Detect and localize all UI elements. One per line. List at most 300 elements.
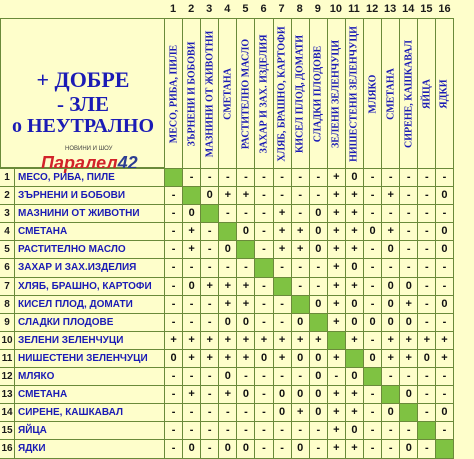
compatibility-cell: - (273, 259, 291, 276)
row-label: НИШЕСТЕНИ ЗЕЛЕНЧУЦИ (14, 350, 164, 367)
column-number: 10 (329, 3, 343, 15)
compatibility-cell: 0 (399, 278, 417, 295)
compatibility-cell: - (200, 223, 218, 240)
compatibility-cell: 0 (345, 259, 363, 276)
column-number: 9 (314, 3, 321, 15)
compatibility-cell: + (327, 440, 345, 457)
row-number: 3 (4, 208, 10, 220)
row-number: 11 (1, 352, 13, 364)
compatibility-cell: - (218, 404, 236, 421)
compatibility-cell: - (417, 259, 435, 276)
compatibility-cell: - (273, 368, 291, 385)
compatibility-cell: 0 (435, 223, 453, 240)
compatibility-cell: 0 (309, 350, 327, 367)
compatibility-cell: - (417, 205, 435, 222)
compatibility-cell: 0 (291, 314, 309, 331)
compatibility-cell: - (218, 205, 236, 222)
compatibility-cell: - (254, 386, 272, 403)
logo-number: 42 (117, 153, 138, 173)
compatibility-cell: 0 (417, 350, 435, 367)
compatibility-cell: + (164, 332, 182, 349)
logo-tagline: НОВИНИ И ШОУ (65, 146, 113, 152)
table-row (0, 404, 454, 422)
column-number: 12 (365, 3, 379, 15)
compatibility-cell: + (435, 332, 453, 349)
compatibility-cell: - (291, 169, 309, 186)
column-header-label: ЯЙЦА (421, 79, 433, 109)
compatibility-cell: - (182, 259, 200, 276)
compatibility-cell: - (291, 205, 309, 222)
compatibility-cell: 0 (363, 223, 381, 240)
compatibility-cell: - (164, 404, 182, 421)
row-number: 4 (4, 226, 10, 238)
table-row (0, 278, 454, 296)
compatibility-cell: + (345, 187, 363, 204)
compatibility-cell: + (345, 205, 363, 222)
column-header-label: СИРЕНЕ, КАШКАВАЛ (403, 40, 415, 148)
compatibility-cell: - (417, 386, 435, 403)
compatibility-cell: + (236, 332, 254, 349)
compatibility-cell: 0 (309, 296, 327, 313)
compatibility-cell: + (200, 350, 218, 367)
compatibility-cell: 0 (236, 386, 254, 403)
compatibility-cell: - (254, 187, 272, 204)
row-label: РАСТИТЕЛНО МАСЛО (14, 241, 164, 258)
row-label: ЗАХАР И ЗАХ.ИЗДЕЛИЯ (14, 259, 164, 276)
compatibility-cell: - (200, 422, 218, 439)
compatibility-cell: - (236, 169, 254, 186)
compatibility-cell: - (291, 259, 309, 276)
compatibility-cell: - (182, 404, 200, 421)
compatibility-cell: - (417, 440, 435, 457)
compatibility-cell: - (254, 205, 272, 222)
diagonal-cell (200, 205, 218, 222)
compatibility-cell: - (363, 404, 381, 421)
compatibility-cell: - (200, 169, 218, 186)
compatibility-cell: - (381, 440, 399, 457)
row-label: МАЗНИНИ ОТ ЖИВОТНИ (14, 205, 164, 222)
column-number: 5 (242, 3, 249, 15)
row-label: ЗЕЛЕНИ ЗЕЛЕНЧУЦИ (14, 332, 164, 349)
column-header-label: МАЗНИНИ ОТ ЖИВОТНИ (204, 30, 216, 158)
compatibility-cell: + (218, 332, 236, 349)
compatibility-cell: - (182, 169, 200, 186)
compatibility-cell: 0 (345, 169, 363, 186)
table-row (0, 386, 454, 404)
compatibility-cell: + (273, 332, 291, 349)
row-number: 1 (4, 172, 10, 183)
compatibility-cell: 0 (236, 314, 254, 331)
compatibility-cell: - (399, 259, 417, 276)
compatibility-cell: + (327, 223, 345, 240)
compatibility-cell: - (327, 368, 345, 385)
compatibility-cell: - (254, 169, 272, 186)
compatibility-cell: - (236, 205, 254, 222)
compatibility-cell: - (363, 259, 381, 276)
compatibility-cell: + (345, 440, 363, 457)
column-header (417, 19, 435, 169)
column-header (399, 19, 417, 169)
compatibility-cell: - (399, 241, 417, 258)
column-header (200, 19, 218, 169)
compatibility-cell: - (182, 368, 200, 385)
diagonal-cell (327, 332, 345, 349)
row-number: 15 (1, 425, 13, 437)
compatibility-cell: - (182, 296, 200, 313)
compatibility-cell: 0 (435, 404, 453, 421)
compatibility-cell: - (200, 314, 218, 331)
column-number: 13 (384, 3, 397, 15)
compatibility-cell: 0 (399, 386, 417, 403)
compatibility-cell: - (363, 440, 381, 457)
compatibility-cell: - (417, 296, 435, 313)
column-header-label: СЛАДКИ ПЛОДОВЕ (312, 45, 324, 143)
compatibility-cell: + (273, 241, 291, 258)
compatibility-cell: 0 (435, 241, 453, 258)
compatibility-cell: - (363, 332, 381, 349)
compatibility-cell: - (309, 278, 327, 295)
compatibility-cell: - (254, 422, 272, 439)
compatibility-cell: + (182, 241, 200, 258)
compatibility-cell: 0 (381, 241, 399, 258)
compatibility-cell: - (399, 187, 417, 204)
compatibility-cell: + (182, 350, 200, 367)
compatibility-cell: + (182, 223, 200, 240)
compatibility-cell: - (254, 440, 272, 457)
diagonal-cell (309, 314, 327, 331)
compatibility-cell: + (327, 241, 345, 258)
compatibility-cell: + (218, 386, 236, 403)
row-label: ХЛЯБ, БРАШНО, КАРТОФИ (14, 278, 164, 295)
table-row (0, 314, 454, 332)
compatibility-cell: + (381, 223, 399, 240)
compatibility-cell: + (417, 332, 435, 349)
column-header (381, 19, 399, 169)
compatibility-cell: + (327, 422, 345, 439)
compatibility-cell: - (417, 278, 435, 295)
compatibility-cell: 0 (363, 314, 381, 331)
compatibility-cell: + (236, 296, 254, 313)
compatibility-cell: + (182, 386, 200, 403)
column-header (345, 19, 363, 169)
compatibility-cell: + (399, 296, 417, 313)
column-header (236, 19, 254, 169)
row-label: СЛАДКИ ПЛОДОВЕ (14, 314, 164, 331)
compatibility-cell: 0 (309, 404, 327, 421)
compatibility-cell: 0 (381, 296, 399, 313)
column-number: 2 (188, 3, 195, 15)
compatibility-cell: 0 (273, 404, 291, 421)
compatibility-cell: - (363, 386, 381, 403)
compatibility-cell: + (218, 278, 236, 295)
compatibility-cell: - (399, 422, 417, 439)
compatibility-cell: - (381, 169, 399, 186)
column-header-label: ЗАХАР И ЗАХ. ИЗДЕЛИЯ (258, 34, 270, 154)
diagonal-cell (273, 278, 291, 295)
compatibility-cell: + (381, 350, 399, 367)
column-header-label: ХЛЯБ, БРАШНО, КАРТОФИ (276, 26, 288, 162)
compatibility-cell: - (291, 187, 309, 204)
compatibility-cell: 0 (291, 386, 309, 403)
compatibility-cell: + (236, 350, 254, 367)
column-header (327, 19, 345, 169)
compatibility-cell: - (363, 169, 381, 186)
table-row (0, 440, 454, 458)
compatibility-cell: - (200, 296, 218, 313)
compatibility-cell: + (200, 332, 218, 349)
table-row (0, 259, 454, 277)
row-number: 9 (4, 316, 10, 328)
column-header (182, 19, 200, 169)
compatibility-grid (0, 168, 454, 459)
compatibility-cell: - (254, 223, 272, 240)
compatibility-cell: - (417, 404, 435, 421)
compatibility-cell: - (254, 404, 272, 421)
compatibility-cell: - (164, 259, 182, 276)
compatibility-cell: + (345, 332, 363, 349)
legend-bad: - ЗЛЕ (56, 92, 110, 116)
compatibility-cell: - (435, 278, 453, 295)
compatibility-cell: - (309, 187, 327, 204)
compatibility-cell: 0 (291, 440, 309, 457)
compatibility-cell: + (327, 259, 345, 276)
compatibility-cell: + (435, 350, 453, 367)
compatibility-cell: 0 (345, 314, 363, 331)
compatibility-cell: - (254, 314, 272, 331)
compatibility-cell: + (381, 187, 399, 204)
compatibility-cell: + (345, 223, 363, 240)
column-header-label: ЗЪРНЕНИ И БОБОВИ (186, 41, 198, 147)
compatibility-cell: - (417, 368, 435, 385)
table-row (0, 205, 454, 223)
column-number: 1 (169, 3, 177, 15)
row-number: 16 (1, 443, 13, 455)
compatibility-cell: - (417, 314, 435, 331)
row-number: 13 (1, 389, 13, 401)
compatibility-cell: + (327, 386, 345, 403)
compatibility-cell: - (236, 422, 254, 439)
row-number: 10 (1, 334, 13, 346)
compatibility-cell: - (417, 223, 435, 240)
compatibility-cell: - (291, 368, 309, 385)
column-header (164, 19, 182, 169)
compatibility-cell: + (327, 187, 345, 204)
compatibility-cell: + (309, 332, 327, 349)
compatibility-cell: 0 (273, 386, 291, 403)
table-row (0, 296, 454, 314)
compatibility-cell: - (218, 422, 236, 439)
compatibility-cell: 0 (218, 368, 236, 385)
compatibility-cell: - (417, 241, 435, 258)
column-header (435, 19, 453, 169)
column-number: 4 (224, 3, 231, 15)
diagonal-cell (381, 386, 399, 403)
column-number: 16 (438, 3, 451, 15)
compatibility-cell: + (327, 404, 345, 421)
table-row (0, 332, 454, 350)
column-number: 15 (420, 3, 433, 15)
compatibility-cell: - (273, 169, 291, 186)
diagonal-cell (164, 169, 182, 186)
column-header-label: ЗЕЛЕНИ ЗЕЛЕНЧУЦИ (330, 40, 342, 148)
diagonal-cell (291, 296, 309, 313)
compatibility-cell: - (164, 314, 182, 331)
compatibility-cell: - (164, 386, 182, 403)
column-header-label: МЛЯКО (367, 74, 379, 114)
diagonal-cell (417, 422, 435, 439)
compatibility-cell: - (435, 368, 453, 385)
compatibility-cell: 0 (309, 223, 327, 240)
diagonal-cell (218, 223, 236, 240)
compatibility-cell: - (381, 205, 399, 222)
compatibility-cell: 0 (182, 278, 200, 295)
column-header (254, 19, 272, 169)
table-row (0, 187, 454, 205)
compatibility-cell: - (381, 368, 399, 385)
compatibility-cell: - (254, 368, 272, 385)
compatibility-cell: - (399, 169, 417, 186)
row-label: СИРЕНЕ, КАШКАВАЛ (14, 404, 164, 421)
compatibility-cell: - (309, 169, 327, 186)
compatibility-cell: + (345, 278, 363, 295)
compatibility-cell: 0 (236, 440, 254, 457)
compatibility-cell: + (327, 296, 345, 313)
compatibility-cell: + (273, 223, 291, 240)
compatibility-cell: - (236, 404, 254, 421)
column-header-label: СМЕТАНА (222, 68, 234, 120)
row-label: КИСЕЛ ПЛОД, ДОМАТИ (14, 296, 164, 313)
compatibility-cell: - (363, 187, 381, 204)
compatibility-cell: - (164, 440, 182, 457)
row-number: 7 (4, 280, 10, 292)
column-header-label: НИШЕСТЕНИ ЗЕЛЕНЧУЦИ (348, 26, 360, 162)
compatibility-cell: - (363, 296, 381, 313)
compatibility-cell: - (164, 223, 182, 240)
column-header-label: СМЕТАНА (385, 68, 397, 120)
column-header (363, 19, 381, 169)
compatibility-cell: - (273, 440, 291, 457)
compatibility-cell: - (291, 278, 309, 295)
column-number: 8 (296, 3, 303, 15)
row-label: СМЕТАНА (14, 223, 164, 240)
row-label: ЯДКИ (14, 440, 164, 457)
column-header (309, 19, 327, 169)
table-row (0, 422, 454, 440)
compatibility-cell: - (200, 259, 218, 276)
compatibility-cell: + (399, 332, 417, 349)
compatibility-cell: 0 (345, 368, 363, 385)
column-header (273, 19, 291, 169)
compatibility-cell: - (200, 440, 218, 457)
compatibility-cell: 0 (309, 241, 327, 258)
compatibility-cell: + (291, 404, 309, 421)
compatibility-cell: - (309, 422, 327, 439)
compatibility-cell: - (363, 205, 381, 222)
diagonal-cell (345, 350, 363, 367)
row-number: 6 (4, 262, 10, 274)
compatibility-cell: + (291, 223, 309, 240)
diagonal-cell (182, 187, 200, 204)
compatibility-cell: - (164, 368, 182, 385)
compatibility-cell: 0 (399, 440, 417, 457)
compatibility-cell: - (254, 278, 272, 295)
compatibility-cell: - (200, 404, 218, 421)
compatibility-cell: 0 (182, 205, 200, 222)
row-label: МЕСО, РИБА, ПИЛЕ (14, 169, 164, 186)
compatibility-cell: + (327, 205, 345, 222)
diagonal-cell (363, 368, 381, 385)
compatibility-cell: - (381, 422, 399, 439)
compatibility-cell: - (273, 187, 291, 204)
compatibility-cell: 0 (218, 314, 236, 331)
compatibility-cell: - (417, 187, 435, 204)
compatibility-cell: - (200, 368, 218, 385)
compatibility-cell: - (200, 386, 218, 403)
compatibility-cell: 0 (309, 386, 327, 403)
compatibility-cell: 0 (254, 350, 272, 367)
compatibility-cell: - (164, 296, 182, 313)
row-number: 2 (4, 190, 10, 202)
compatibility-cell: - (236, 368, 254, 385)
compatibility-cell: + (254, 332, 272, 349)
compatibility-cell: - (291, 422, 309, 439)
compatibility-cell: + (291, 332, 309, 349)
column-header-label: ЯДКИ (438, 79, 450, 109)
compatibility-cell: - (381, 259, 399, 276)
compatibility-cell: + (182, 332, 200, 349)
row-number: 12 (1, 371, 13, 383)
compatibility-cell: - (164, 241, 182, 258)
column-header-label: КИСЕЛ ПЛОД, ДОМАТИ (294, 34, 306, 154)
table-row (0, 350, 454, 368)
compatibility-cell: + (327, 350, 345, 367)
compatibility-cell: 0 (309, 205, 327, 222)
compatibility-cell: - (435, 386, 453, 403)
compatibility-cell: - (273, 314, 291, 331)
diagonal-cell (399, 404, 417, 421)
compatibility-cell: - (435, 259, 453, 276)
legend-neutral: о НЕУТРАЛНО (11, 115, 155, 137)
compatibility-cell: - (254, 241, 272, 258)
compatibility-cell: - (363, 422, 381, 439)
compatibility-cell: + (291, 241, 309, 258)
compatibility-cell: + (399, 350, 417, 367)
row-number: 8 (4, 298, 10, 310)
column-header (291, 19, 309, 169)
column-header-label: МЕСО, РИБА, ПИЛЕ (168, 44, 180, 144)
compatibility-cell: - (164, 422, 182, 439)
compatibility-cell: - (435, 169, 453, 186)
compatibility-cell: 0 (435, 187, 453, 204)
compatibility-cell: + (345, 386, 363, 403)
compatibility-cell: + (327, 314, 345, 331)
compatibility-cell: - (164, 187, 182, 204)
compatibility-cell: - (417, 169, 435, 186)
compatibility-cell: - (273, 296, 291, 313)
compatibility-cell: 0 (399, 314, 417, 331)
compatibility-cell: - (218, 259, 236, 276)
compatibility-cell: - (218, 169, 236, 186)
column-number: 7 (278, 3, 285, 15)
compatibility-cell: 0 (309, 368, 327, 385)
compatibility-cell: + (327, 169, 345, 186)
compatibility-cell: - (399, 368, 417, 385)
compatibility-cell: - (182, 314, 200, 331)
compatibility-cell: - (399, 223, 417, 240)
column-number: 14 (402, 3, 415, 15)
compatibility-cell: 0 (291, 350, 309, 367)
compatibility-cell: - (164, 278, 182, 295)
